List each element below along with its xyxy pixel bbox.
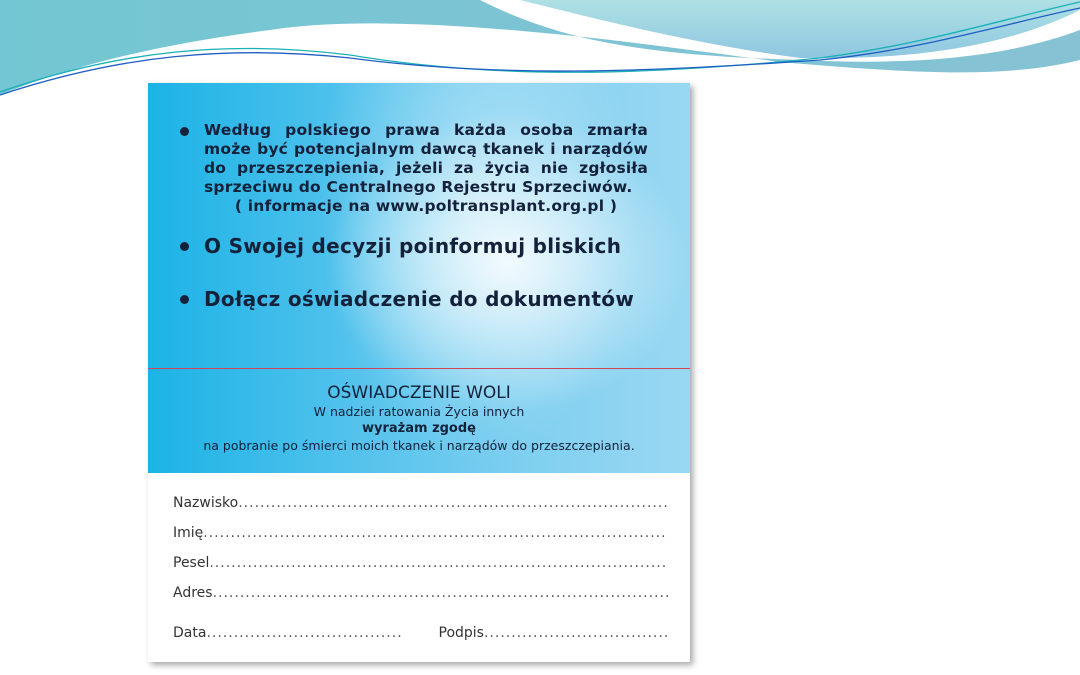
date-label: Data bbox=[173, 625, 207, 641]
bullet-text: Według polskiego prawa każda osoba zmarła może być potencjalnym dawcą tkanek i narządów do przeszczepienia, jeżeli za życia nie zgłosiła sprzeciwu do Centralnego Rejestru Sprzeciwów. bbox=[204, 121, 648, 196]
pesel-label: Pesel bbox=[173, 555, 210, 571]
bullet-law-info bbox=[178, 121, 648, 216]
address-field bbox=[173, 581, 668, 605]
signature-label: Podpis bbox=[438, 625, 484, 641]
bullet-website-note: ( informacje na www.poltransplant.org.pl ) bbox=[234, 197, 618, 215]
bullet-inform-relatives: O Swojej decyzji poinformuj bliskich bbox=[178, 234, 648, 258]
declaration-consent: wyrażam zgodę bbox=[361, 421, 476, 436]
surname-field bbox=[173, 491, 668, 515]
personal-data-form bbox=[173, 491, 668, 645]
declaration-line-1: W nadziei ratowania Życia innych bbox=[313, 404, 525, 419]
signature-field bbox=[439, 621, 669, 645]
divider-line bbox=[148, 368, 690, 369]
declaration-line-3: na pobranie po śmierci moich tkanek i narządów do przeszczepiania. bbox=[203, 438, 635, 453]
address-label: Adres bbox=[173, 585, 213, 601]
info-bullets bbox=[178, 121, 648, 311]
pesel-field bbox=[173, 551, 668, 575]
card-blue-panel bbox=[148, 83, 690, 473]
date-field bbox=[173, 621, 403, 645]
donor-card-image bbox=[148, 83, 690, 662]
surname-label: Nazwisko bbox=[173, 495, 239, 511]
bullet-attach-declaration: Dołącz oświadczenie do dokumentów bbox=[178, 287, 648, 311]
name-field bbox=[173, 521, 668, 545]
name-label: Imię bbox=[173, 525, 204, 541]
declaration-title: OŚWIADCZENIE WOLI bbox=[327, 383, 511, 403]
declaration-section bbox=[148, 383, 690, 454]
